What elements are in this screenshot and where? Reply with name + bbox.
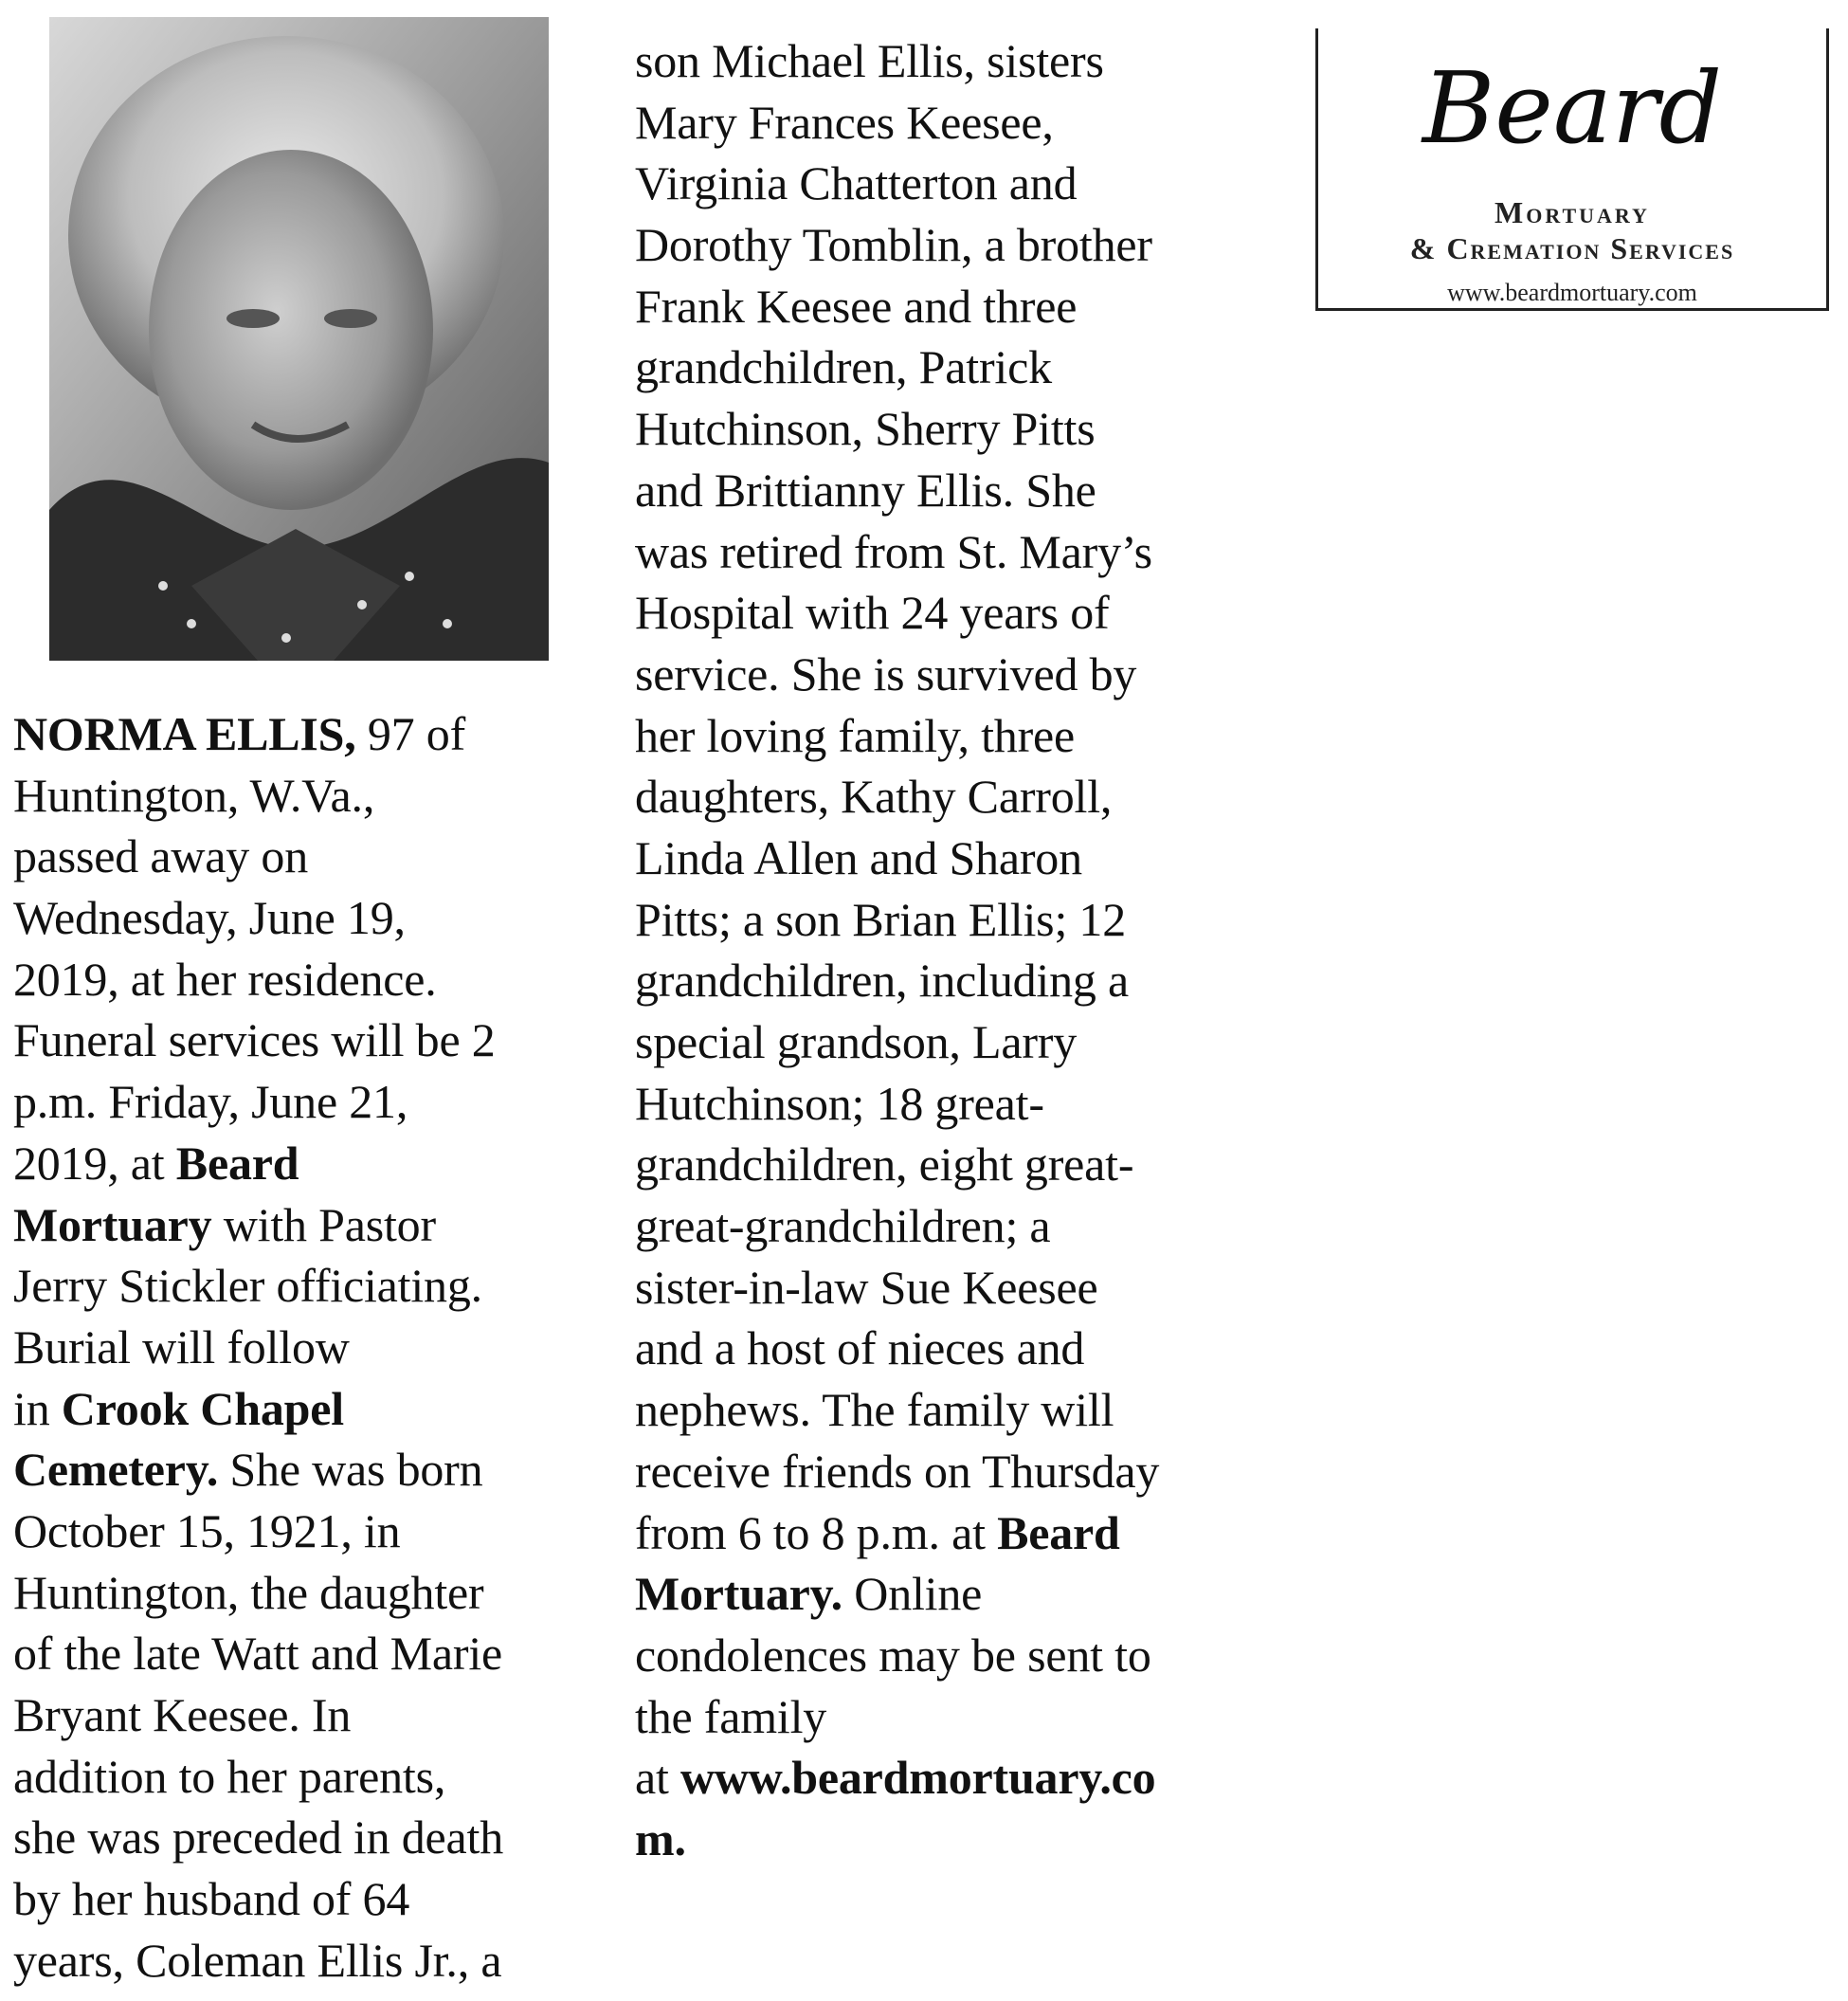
text-line [635,1686,1159,1748]
text-line [13,1010,503,1071]
text-line [635,276,1159,337]
text-line [635,153,1159,214]
text-segment: Hutchinson, Sherry Pitts [635,402,1096,456]
text-segment: special grandson, Larry [635,1015,1078,1068]
text-segment: p.m. Friday, June 21, [13,1075,408,1129]
text-segment: Hutchinson; 18 great- [635,1076,1044,1130]
text-segment: the family [635,1689,827,1743]
text-line [635,582,1159,644]
text-segment: grandchildren, Patrick [635,340,1052,394]
text-segment: sister-in-law Sue Keesee [635,1260,1098,1314]
ad-website: www.beardmortuary.com [1447,279,1697,306]
text-line [635,1747,1159,1809]
text-line [13,1623,503,1684]
text-line [13,1868,503,1930]
text-line [635,30,1159,92]
text-line [635,214,1159,276]
bold-text: www.beardmortuary.co [679,1751,1156,1805]
text-segment: grandchildren, including a [635,954,1130,1008]
bold-text: Mortuary [13,1197,212,1251]
text-segment: she was preceded in death [13,1810,503,1865]
bold-text: Crook Chapel [61,1381,344,1435]
text-segment: Wednesday, June 19, [13,891,406,945]
text-segment: was retired from St. Mary’s [635,524,1152,578]
text-line [13,1071,503,1133]
text-segment: passed away on [13,829,308,883]
bold-text: Beard [997,1505,1120,1559]
text-segment: Mary Frances Keesee, [635,95,1054,149]
text-line [635,766,1159,828]
text-segment: years, Coleman Ellis Jr., a [13,1933,502,1987]
text-segment: with Pastor [211,1197,436,1251]
text-segment: Linda Allen and Sharon [635,830,1082,884]
text-segment: Huntington, the daughter [13,1565,484,1619]
text-line [13,1255,503,1317]
text-line [635,1563,1159,1625]
text-segment: Funeral services will be 2 [13,1013,496,1067]
text-segment: daughters, Kathy Carroll, [635,770,1113,824]
text-segment: Virginia Chatterton and [635,156,1078,210]
text-segment: at [635,1751,680,1805]
text-line [635,1318,1159,1379]
text-line [635,1073,1159,1135]
text-line [13,703,503,765]
bold-text: Cemetery. [13,1443,219,1497]
funeral-home-ad [1315,28,1829,311]
text-line [635,1502,1159,1564]
text-segment: her loving family, three [635,708,1076,762]
text-line [13,1194,503,1256]
ad-tagline-mortuary: Mortuary [1495,195,1650,229]
obituary-column-1 [13,703,503,1991]
text-line [635,398,1159,460]
text-line [635,705,1159,767]
text-line [635,1011,1159,1073]
text-segment: grandchildren, eight great- [635,1137,1134,1192]
text-segment: nephews. The family will [635,1383,1114,1437]
obituary-column-2 [635,30,1159,1870]
text-line [13,1930,503,1992]
text-segment: Huntington, W.Va., [13,768,375,822]
text-segment: She was born [218,1443,483,1497]
text-line [635,644,1159,705]
text-segment: service. She is survived by [635,646,1137,700]
portrait-photo [49,17,549,661]
text-segment: Bryant Keesee. In [13,1688,352,1741]
text-segment: of the late Watt and Marie [13,1627,503,1681]
text-line [13,1133,503,1194]
text-segment: by her husband of 64 [13,1872,410,1926]
text-line [635,460,1159,521]
text-line [635,1195,1159,1257]
text-segment: and Brittianny Ellis. She [635,463,1096,517]
text-segment: 97 of [355,707,466,760]
text-segment: October 15, 1921, in [13,1503,401,1557]
text-segment: Dorothy Tomblin, a brother [635,218,1152,272]
text-line [13,1807,503,1868]
text-line [13,1684,503,1746]
text-line [13,1439,503,1501]
text-segment: addition to her parents, [13,1749,446,1803]
text-line [635,889,1159,951]
text-line [635,1441,1159,1502]
text-line [635,950,1159,1011]
text-line [635,1134,1159,1195]
text-line [635,828,1159,889]
ad-tagline-cremation: & Cremation Services [1409,231,1735,265]
bold-text: Mortuary. [635,1567,842,1621]
text-line [13,1317,503,1378]
text-segment: Hospital with 24 years of [635,586,1110,640]
text-segment: Jerry Stickler officiating. [13,1259,482,1313]
text-segment: and a host of nieces and [635,1321,1085,1375]
text-line [13,1562,503,1624]
text-segment: from 6 to 8 p.m. at [635,1505,998,1559]
text-line [13,1746,503,1808]
text-segment: Online [842,1567,983,1621]
text-line [635,1379,1159,1441]
text-line [635,1809,1159,1870]
text-line [635,337,1159,398]
text-segment: Frank Keesee and three [635,279,1078,333]
text-line [635,92,1159,154]
text-line [635,1257,1159,1319]
bold-text: NORMA ELLIS, [13,707,356,760]
text-segment: Burial will follow [13,1319,350,1373]
ad-brand-logo: Beard [1422,50,1723,166]
text-line [13,765,503,827]
text-segment: 2019, at [13,1136,176,1190]
bold-text: Beard [175,1136,299,1190]
text-segment: 2019, at her residence. [13,952,437,1006]
bold-text: m. [635,1811,686,1865]
text-line [13,949,503,1010]
text-segment: in [13,1381,62,1435]
text-line [13,1378,503,1440]
text-line [635,1625,1159,1686]
text-segment: great-grandchildren; a [635,1199,1051,1253]
text-line [13,826,503,887]
text-segment: Pitts; a son Brian Ellis; 12 [635,892,1127,946]
text-line [13,887,503,949]
text-segment: condolences may be sent to [635,1628,1151,1682]
text-line [13,1501,503,1562]
text-segment: son Michael Ellis, sisters [635,34,1104,87]
text-segment: receive friends on Thursday [635,1444,1160,1498]
text-line [635,521,1159,583]
